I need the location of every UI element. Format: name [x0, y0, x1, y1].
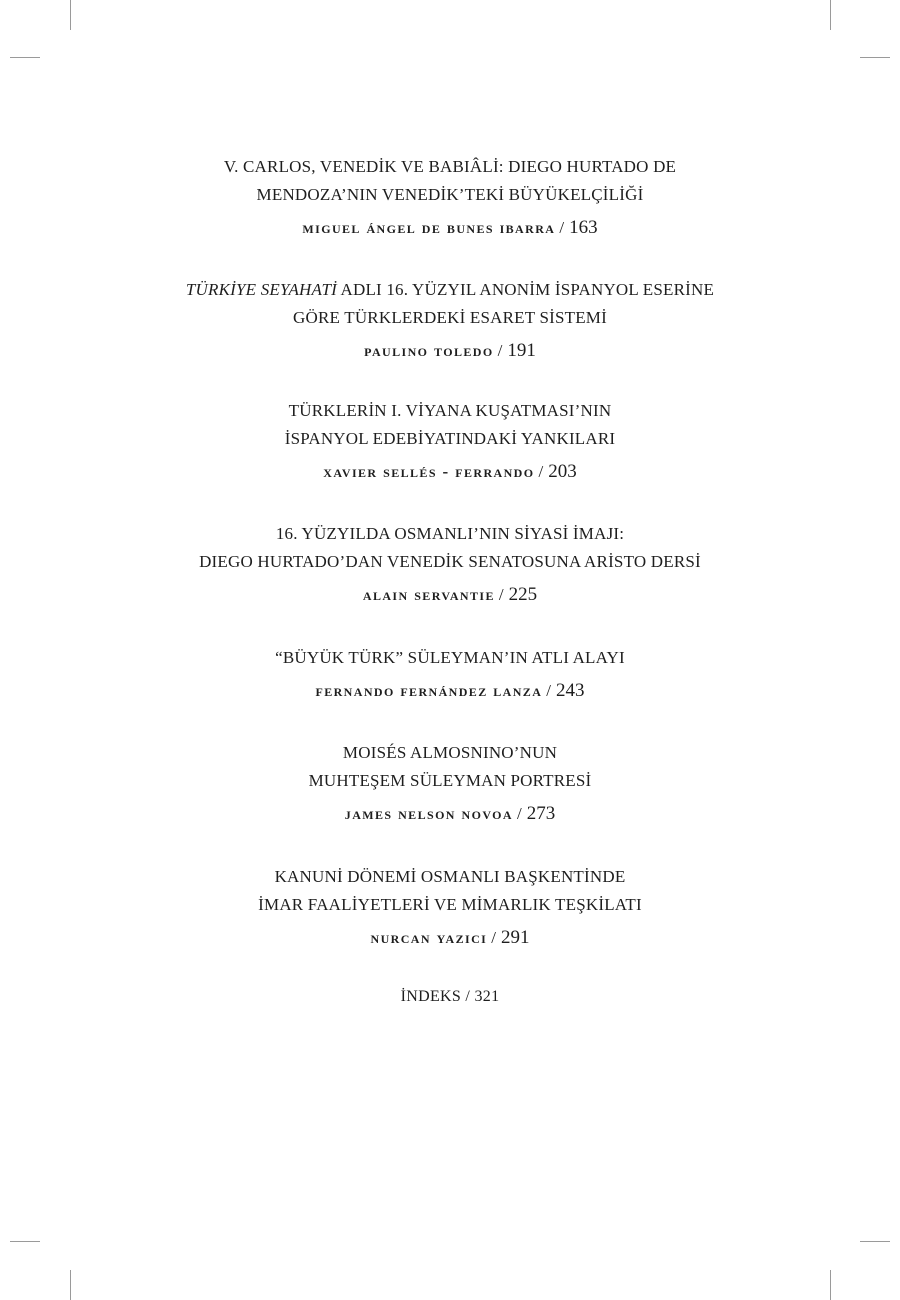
chapter-author: [0, 217, 900, 239]
author-name: nurcan yazici: [370, 928, 488, 947]
chapter-title-line: 16. YÜZYILDA OSMANLI’NIN SİYASİ İMAJI:: [275, 524, 625, 543]
chapter-title-line: DIEGO HURTADO’DAN VENEDİK SENATOSUNA ARİSTO DERSİ: [199, 552, 701, 571]
chapter-title-line: KANUNİ DÖNEMİ OSMANLI BAŞKENTİNDE: [274, 867, 626, 886]
chapter-title-line: V. CARLOS, VENEDİK VE BABIÂLİ: DIEGO HURTADO DE: [223, 157, 677, 176]
author-name: xavier sellés - ferrando: [323, 462, 535, 481]
chapter-title-text: ADLI 16. YÜZYIL ANONİM İSPANYOL ESERİNE: [336, 280, 715, 299]
chapter-title-line: TÜRKLERİN I. VİYANA KUŞATMASI’NIN: [288, 401, 612, 420]
author-name: james nelson novoa: [344, 804, 513, 823]
separator: /: [497, 341, 504, 360]
page-number: 291: [500, 927, 530, 948]
index-line: [0, 988, 900, 1006]
book-title: TÜRKİYE SEYAHATİ: [185, 280, 337, 299]
chapter-title-line: İSPANYOL EDEBİYATINDAKİ YANKILARI: [284, 429, 616, 448]
chapter-title-line: GÖRE TÜRKLERDEKİ ESARET SİSTEMİ: [293, 308, 607, 327]
toc-entry: [0, 153, 900, 239]
page-number: 191: [507, 340, 536, 361]
chapter-author: [0, 927, 900, 949]
author-name: miguel ángel de bunes ibarra: [302, 218, 556, 237]
chapter-title-line: İMAR FAALİYETLERİ VE MİMARLIK TEŞKİLATI: [258, 895, 642, 914]
separator: /: [498, 585, 505, 604]
toc-index-entry: [0, 988, 900, 1006]
crop-mark: [10, 57, 40, 58]
separator: /: [546, 681, 552, 700]
separator: /: [559, 218, 566, 237]
author-name: fernando fernández lanza: [315, 681, 543, 700]
index-label: İNDEKS: [400, 988, 462, 1005]
page-number: 243: [556, 680, 585, 701]
chapter-author: [0, 461, 900, 483]
chapter-author: [0, 340, 900, 362]
author-name: paulino toledo: [364, 341, 494, 360]
toc-entry: [0, 276, 900, 362]
page-number: 203: [548, 461, 577, 482]
chapter-author: [0, 803, 900, 825]
chapter-title-line: [0, 276, 900, 304]
crop-mark: [10, 1241, 40, 1242]
page-number: 225: [508, 584, 538, 605]
chapter-title-line: MENDOZA’NIN VENEDİK’TEKİ BÜYÜKELÇİLİĞİ: [256, 185, 644, 204]
toc-entry: [0, 520, 900, 606]
chapter-title-line: “BÜYÜK TÜRK” SÜLEYMAN’IN ATLI ALAYI: [275, 648, 625, 667]
separator: /: [465, 988, 471, 1005]
page-number: 273: [526, 803, 556, 824]
crop-mark: [860, 1241, 890, 1242]
separator: /: [491, 928, 497, 947]
chapter-author: [0, 680, 900, 702]
crop-mark: [860, 57, 890, 58]
crop-mark: [830, 0, 831, 30]
chapter-author: [0, 584, 900, 606]
page-number: 321: [474, 988, 500, 1005]
separator: /: [516, 804, 523, 823]
crop-mark: [70, 0, 71, 30]
crop-mark: [830, 1270, 831, 1300]
chapter-title-line: MOISÉS ALMOSNINO’NUN: [342, 743, 558, 762]
crop-mark: [70, 1270, 71, 1300]
toc-entry: [0, 644, 900, 702]
toc-entry: [0, 863, 900, 949]
toc-entry: [0, 739, 900, 825]
author-name: alain servantie: [362, 585, 495, 604]
chapter-title-line: MUHTEŞEM SÜLEYMAN PORTRESİ: [308, 771, 592, 790]
page-number: 163: [569, 217, 598, 238]
separator: /: [538, 462, 545, 481]
toc-entry: [0, 397, 900, 483]
